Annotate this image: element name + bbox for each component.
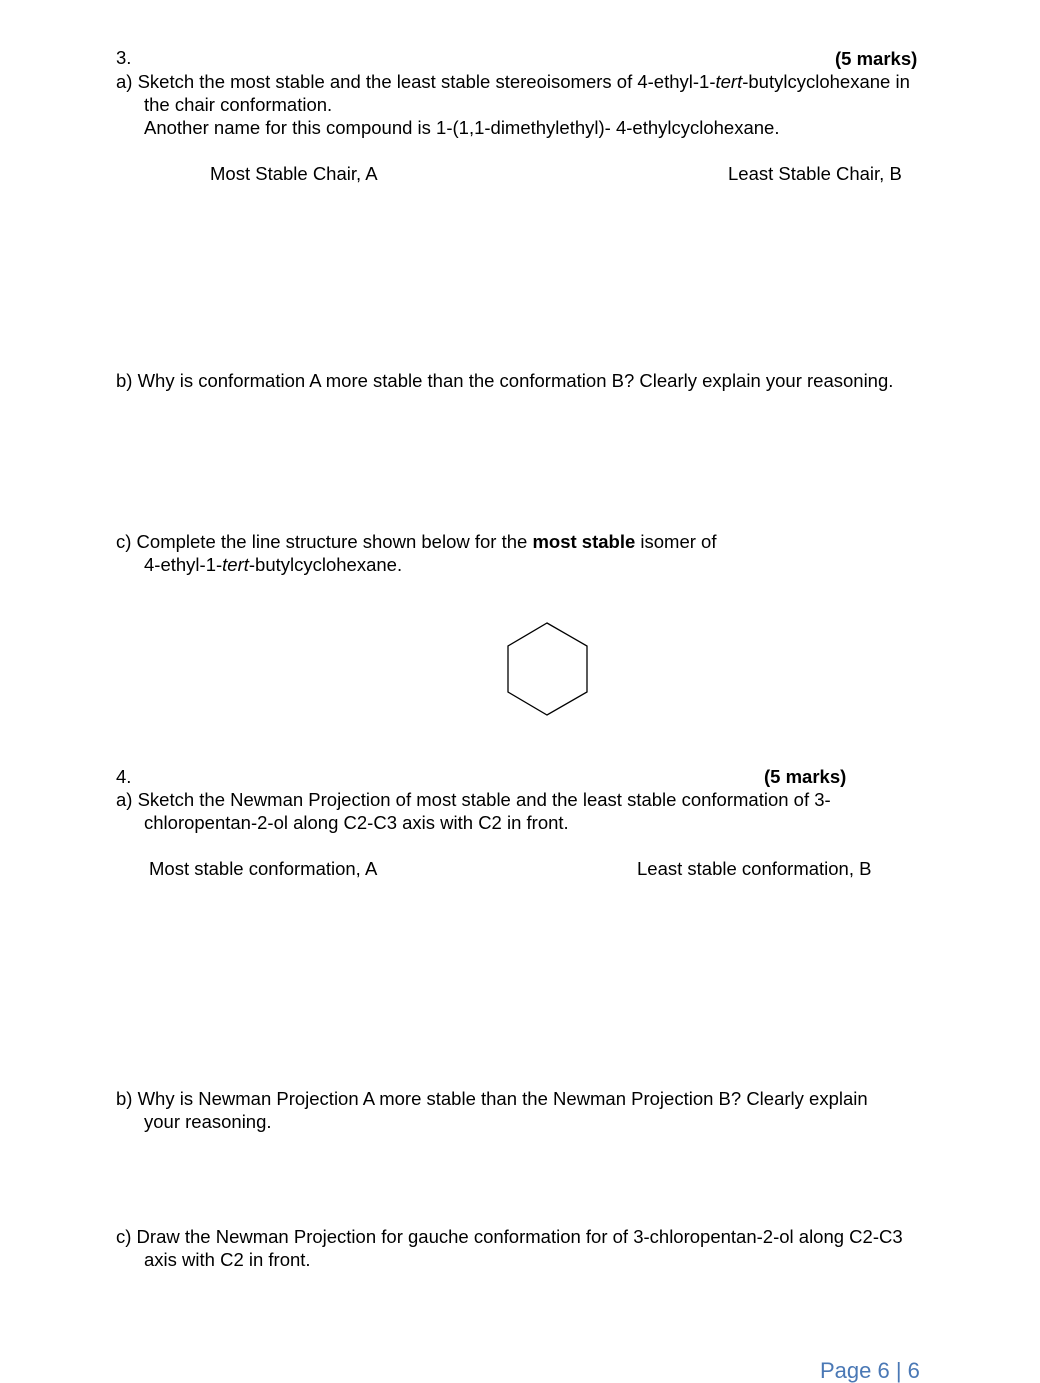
q3a-line2: the chair conformation. [144, 94, 333, 115]
q3a-line1-text: a) Sketch the most stable and the least stable stereoisomers of 4-ethyl-1- [116, 71, 716, 92]
q4-number: 4. [116, 766, 132, 787]
q4a-label-least-stable: Least stable conformation, B [637, 858, 872, 879]
q4b-line2: your reasoning. [144, 1111, 272, 1132]
q3a-tert: tert [715, 71, 743, 92]
q3c-line2-text: 4-ethyl-1- [144, 554, 223, 575]
q3-number: 3. [116, 47, 132, 68]
q3-marks: (5 marks) [835, 48, 918, 69]
q3c-line2-end: -butylcyclohexane. [248, 554, 403, 575]
q4a-line2: chloropentan-2-ol along C2-C3 axis with C2 in front. [144, 812, 569, 833]
q4-marks: (5 marks) [764, 766, 847, 787]
q3c-line1-text: c) Complete the line structure shown below for the [116, 531, 533, 552]
q3a-label-least-stable: Least Stable Chair, B [728, 163, 902, 184]
q4a-line1: a) Sketch the Newman Projection of most stable and the least stable conformation of 3- [116, 789, 831, 810]
q3c-tert: tert [222, 554, 249, 575]
q3a-line3: Another name for this compound is 1-(1,1-dimethylethyl)- 4-ethylcyclohexane. [144, 117, 780, 138]
hexagon-outline [508, 623, 587, 715]
q3c-line1-end: isomer of [635, 531, 717, 552]
page-number: Page 6 | 6 [820, 1358, 920, 1383]
q3b-question: b) Why is conformation A more stable than the conformation B? Clearly explain your reasoning. [116, 370, 894, 391]
q4c-line1: c) Draw the Newman Projection for gauche conformation for of 3-chloropentan-2-ol along C2-C3 [116, 1226, 903, 1247]
q4c-line2: axis with C2 in front. [144, 1249, 311, 1270]
q3a-label-most-stable: Most Stable Chair, A [210, 163, 378, 184]
q4b-line1: b) Why is Newman Projection A more stable than the Newman Projection B? Clearly explain [116, 1088, 868, 1109]
q3a-line1-end: -butylcyclohexane in [742, 71, 910, 92]
q4a-label-most-stable: Most stable conformation, A [149, 858, 378, 879]
q3c-most-stable: most stable [532, 531, 636, 552]
